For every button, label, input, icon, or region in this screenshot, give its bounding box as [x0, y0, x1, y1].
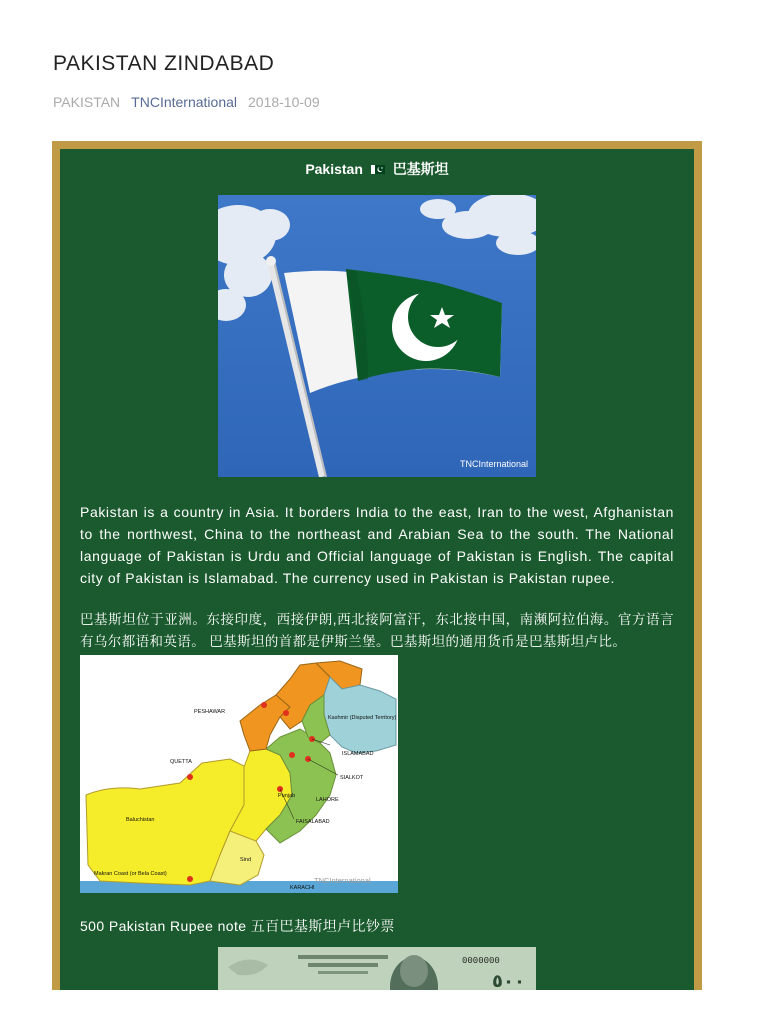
rupee-note-caption: 500 Pakistan Rupee note 五百巴基斯坦卢比钞票	[80, 918, 395, 934]
article-title: PAKISTAN ZINDABAD	[53, 52, 275, 75]
map-watermark: TNCInternational	[314, 876, 371, 885]
card-heading-cn: 巴基斯坦	[392, 161, 449, 177]
article-meta	[53, 94, 320, 110]
map-label-islamabad: ISLAMABAD	[342, 751, 374, 757]
map-label-quetta: QUETTA	[170, 759, 192, 765]
article-card	[52, 141, 702, 990]
map-label-faisalabad: FAISALABAD	[296, 819, 330, 825]
note-value: ٥٠٠	[492, 971, 525, 990]
map-label-sind: Sind	[240, 857, 252, 863]
map-label-kashmir: Kashmir (Disputed Territory)	[328, 715, 397, 721]
map-label-lahore: LAHORE	[316, 797, 339, 803]
flag-watermark: TNCInternational	[460, 459, 529, 469]
card-content	[60, 149, 694, 990]
map-label-balochistan: Baluchistan	[126, 817, 155, 823]
category-tag[interactable]: PAKISTAN	[53, 94, 121, 110]
paragraph-english: Pakistan is a country in Asia. It borders India to the east, Iran to the west, Afghanistan to the northwest, China to the northeast and Arabian Sea to the south. The National language of Pakistan is Urdu and Official language of Pakistan is English. The capital city of Pakistan is Islamabad. The currency used in Pakistan is Pakistan rupee.	[80, 504, 674, 586]
map-label-makran: Makran Coast (or Bela Coast)	[94, 871, 167, 877]
note-serial: 0000000	[462, 956, 500, 966]
map-label-karachi: KARACHI	[290, 885, 315, 891]
author-link[interactable]: TNCInternational	[131, 94, 237, 110]
map-label-punjab: Punjab	[278, 793, 296, 799]
pakistan-map-image	[80, 655, 398, 893]
card-heading	[60, 159, 694, 179]
map-label-sialkot: SIALKOT	[340, 775, 364, 781]
paragraph-chinese: 巴基斯坦位于亚洲。东接印度，西接伊朗,西北接阿富汗，东北接中国，南濒阿拉伯海。官方语言有乌尔都语和英语。 巴基斯坦的首都是伊斯兰堡。巴基斯坦的通用货币是巴基斯坦卢比。	[80, 612, 674, 649]
publish-date: 2018-10-09	[248, 94, 320, 110]
flag-photo	[218, 195, 536, 477]
pakistan-flag-icon	[371, 165, 385, 174]
card-heading-text: Pakistan	[305, 161, 363, 177]
map-label-peshawar: PESHAWAR	[194, 709, 226, 715]
rupee-note-image	[218, 947, 536, 990]
